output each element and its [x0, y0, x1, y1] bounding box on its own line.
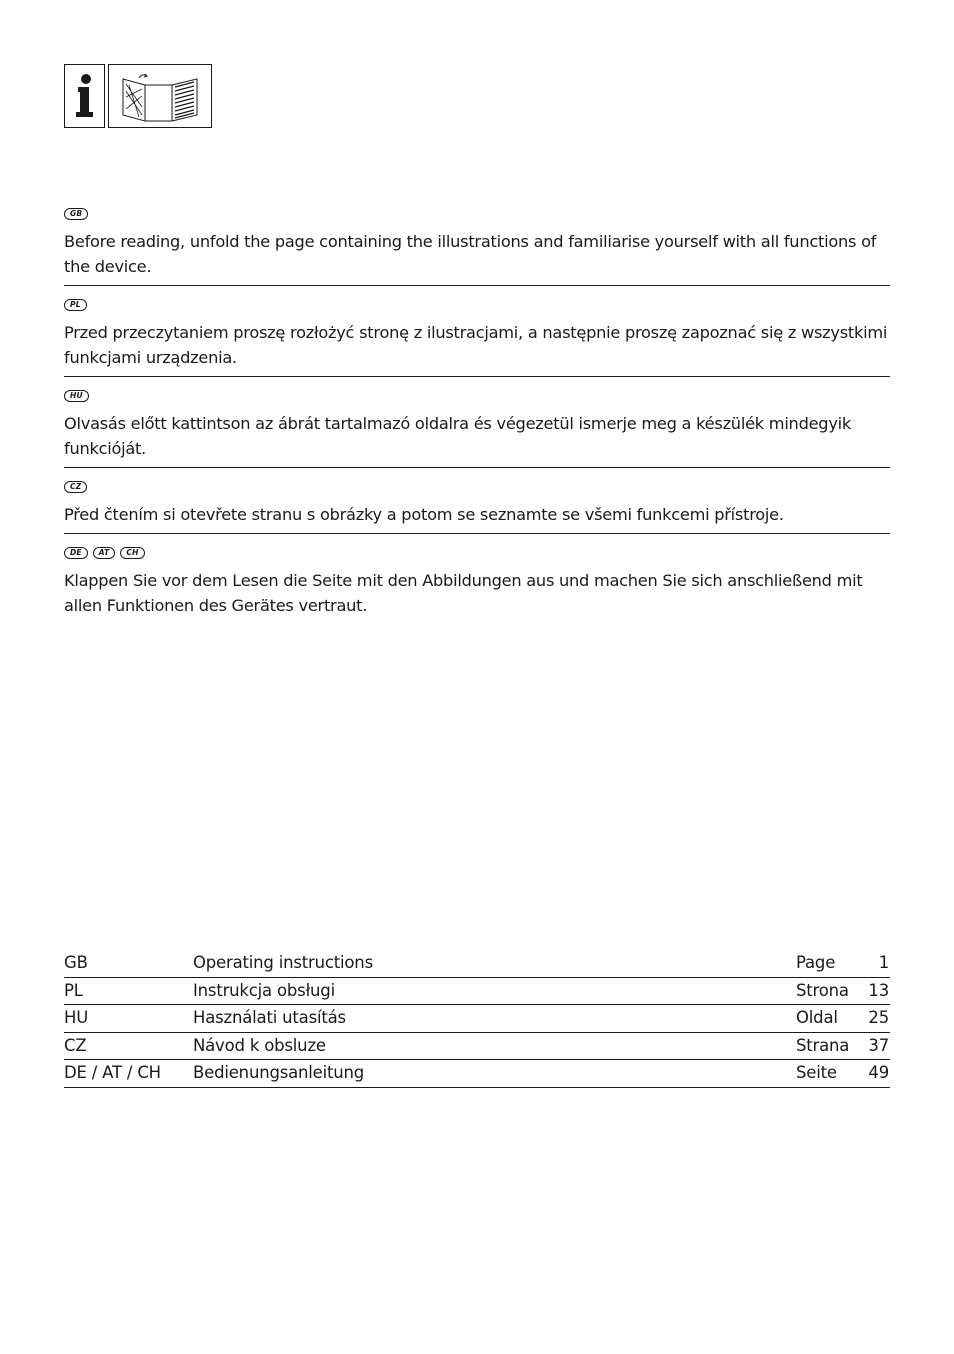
toc-page-word: Oldal	[796, 1008, 838, 1027]
language-block-de	[64, 546, 890, 618]
toc-page-word: Strona	[796, 980, 849, 1000]
toc-language-code: CZ	[64, 1035, 87, 1055]
language-block-pl	[64, 298, 890, 370]
toc-row[interactable]	[64, 1033, 890, 1061]
toc-page-word: Page	[796, 953, 836, 972]
toc-row[interactable]	[64, 1005, 890, 1033]
language-block-cz	[64, 480, 890, 527]
toc-row[interactable]	[64, 1060, 890, 1088]
toc-page-number: 37	[868, 1035, 889, 1055]
country-badge: DE	[64, 547, 88, 559]
toc-row[interactable]	[64, 950, 890, 978]
divider	[64, 533, 890, 534]
language-block-hu	[64, 389, 890, 461]
toc-row[interactable]	[64, 978, 890, 1006]
language-block-gb	[64, 207, 890, 279]
country-badge: CH	[120, 547, 144, 559]
instruction-text: Před čtením si otevřete stranu s obrázky a potom se seznamte se všemi funkcemi přístroje.	[64, 505, 784, 524]
country-badge: PL	[64, 299, 87, 311]
toc-title: Bedienungsanleitung	[193, 1063, 365, 1082]
table-of-contents	[64, 950, 890, 1088]
toc-language-code: GB	[64, 953, 88, 972]
toc-language-code: HU	[64, 1008, 89, 1027]
info-icon	[64, 64, 105, 128]
divider	[64, 467, 890, 468]
toc-title: Návod k obsluze	[193, 1035, 326, 1055]
divider	[64, 376, 890, 377]
country-badge: AT	[93, 547, 116, 559]
divider	[64, 285, 890, 286]
toc-title: Instrukcja obsługi	[193, 980, 335, 1000]
toc-page-number: 1	[878, 953, 889, 972]
toc-page-word: Seite	[796, 1063, 837, 1082]
toc-page-number: 25	[868, 1008, 889, 1027]
country-badge: GB	[64, 208, 88, 220]
toc-page-number: 49	[868, 1063, 889, 1082]
toc-language-code: DE / AT / CH	[64, 1063, 161, 1082]
toc-title: Használati utasítás	[193, 1008, 346, 1027]
toc-title: Operating instructions	[193, 953, 373, 972]
instruction-text: Olvasás előtt kattintson az ábrát tartalmazó oldalra és végezetül ismerje meg a készülék mindegyik funkcióját.	[64, 414, 852, 458]
toc-page-number: 13	[868, 980, 889, 1000]
instruction-text: Klappen Sie vor dem Lesen die Seite mit den Abbildungen aus und machen Sie sich anschließend mit allen Funktionen des Gerätes vertraut.	[64, 571, 863, 615]
country-badge: HU	[64, 390, 89, 402]
toc-language-code: PL	[64, 980, 83, 1000]
toc-page-word: Strana	[796, 1035, 850, 1055]
instruction-text: Before reading, unfold the page containing the illustrations and familiarise yourself with all functions of the device.	[64, 232, 877, 276]
country-badge: CZ	[64, 481, 87, 493]
instruction-text: Przed przeczytaniem proszę rozłożyć stronę z ilustracjami, a następnie proszę zapoznać się z wszystkimi funkcjami urządzenia.	[64, 323, 888, 367]
fold-out-page-icon	[108, 64, 212, 128]
